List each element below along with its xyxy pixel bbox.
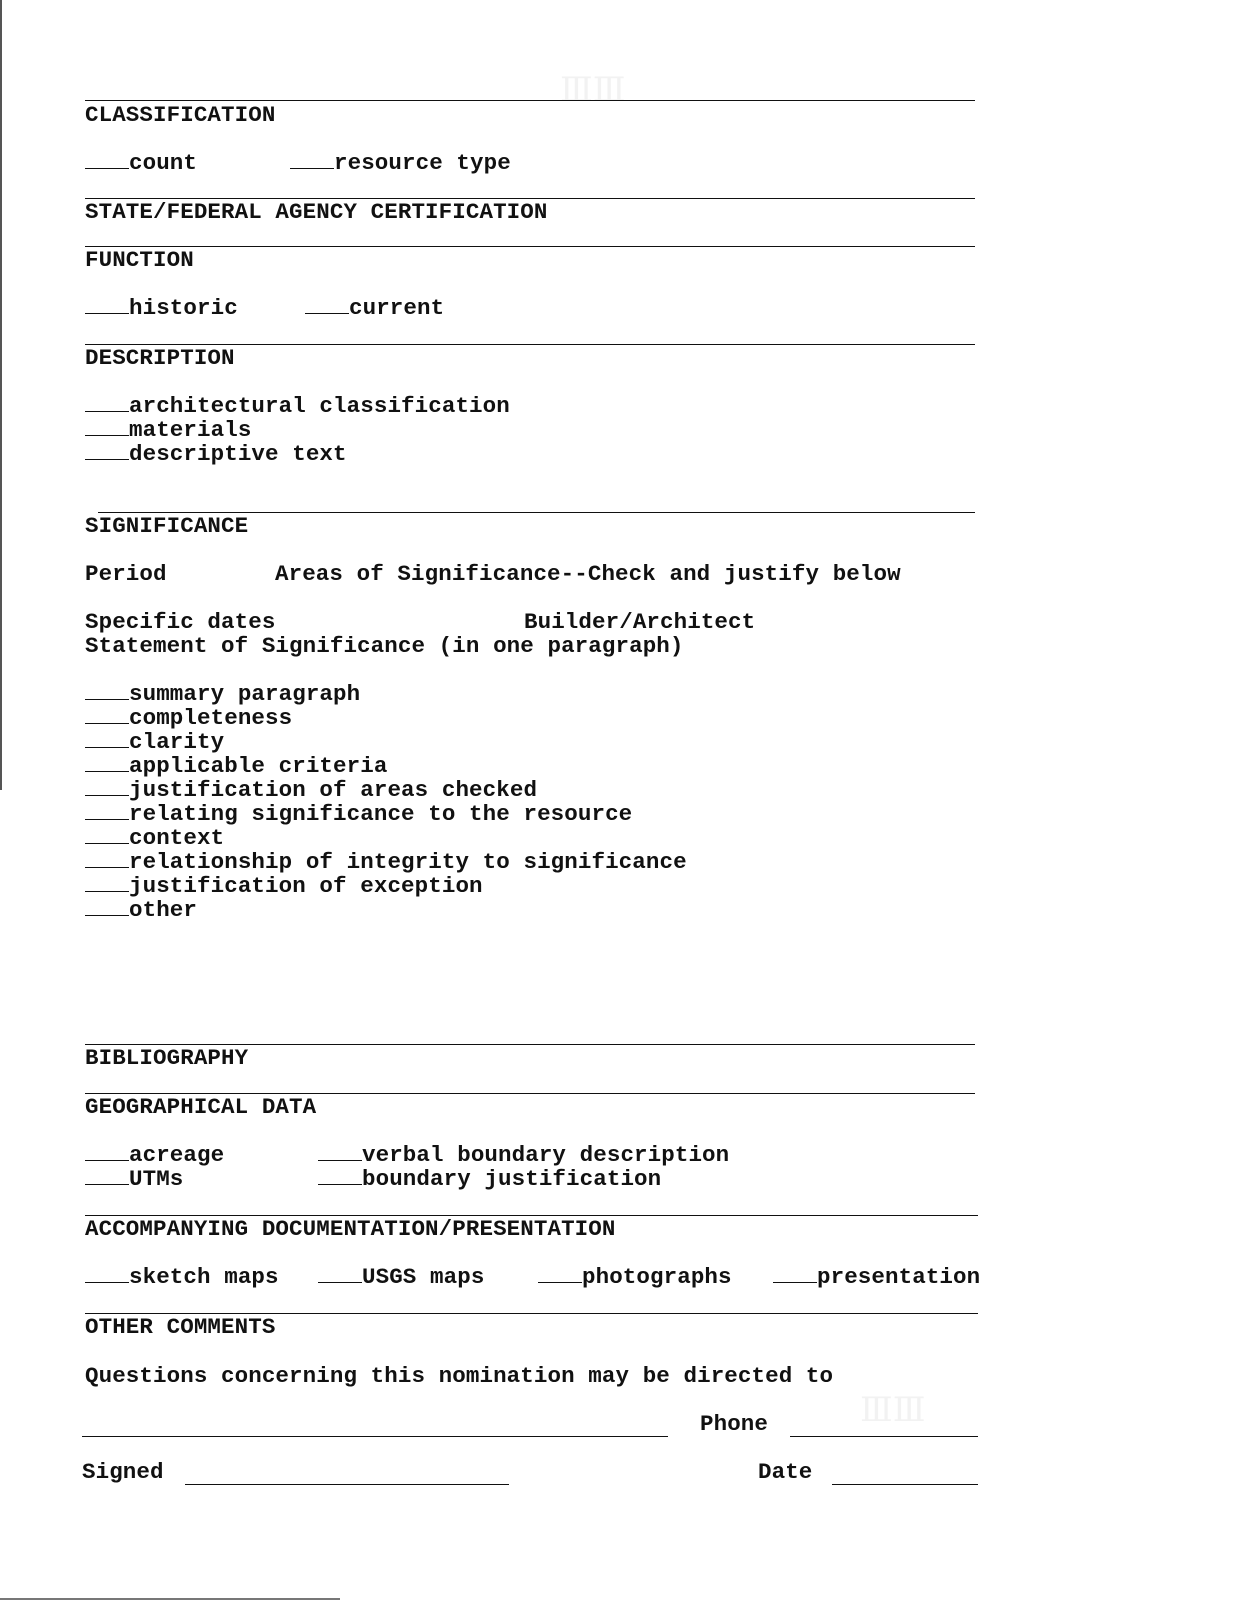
item-label: USGS maps — [362, 1264, 485, 1290]
item-label: architectural classification — [129, 393, 510, 419]
section-divider — [85, 100, 975, 101]
checklist-item[interactable] — [85, 151, 197, 175]
statement-label: Statement of Significance (in one paragraph) — [85, 633, 684, 659]
geographical-heading: GEOGRAPHICAL DATA — [85, 1094, 317, 1120]
item-label: other — [129, 897, 198, 923]
check-blank[interactable] — [85, 459, 129, 460]
contact-name-line[interactable] — [82, 1436, 668, 1437]
checklist-item[interactable] — [85, 442, 347, 466]
check-blank[interactable] — [85, 843, 129, 844]
item-historic-label: historic — [129, 295, 238, 321]
item-label: descriptive text — [129, 441, 347, 467]
checklist-item[interactable] — [290, 151, 511, 175]
check-blank[interactable] — [85, 867, 129, 868]
phone-line[interactable] — [790, 1436, 978, 1437]
checklist-item[interactable] — [85, 706, 292, 730]
date-line[interactable] — [832, 1484, 978, 1485]
check-blank[interactable] — [85, 411, 129, 412]
checklist-item[interactable] — [85, 1143, 224, 1167]
item-label: context — [129, 825, 225, 851]
check-blank[interactable] — [85, 795, 129, 796]
checklist-item[interactable] — [773, 1265, 980, 1289]
date-label: Date — [758, 1459, 813, 1485]
check-blank[interactable] — [85, 313, 129, 314]
bleed-through-mark: ⅢⅢ — [860, 1392, 926, 1429]
check-blank[interactable] — [318, 1282, 362, 1283]
item-current-label: current — [349, 295, 445, 321]
checklist-item[interactable] — [85, 826, 224, 850]
item-label: justification of areas checked — [129, 777, 538, 803]
check-blank[interactable] — [85, 747, 129, 748]
bleed-through-mark: ⅢⅢ — [560, 72, 626, 109]
checklist-item[interactable] — [318, 1265, 484, 1289]
check-blank[interactable] — [85, 435, 129, 436]
other-comments-heading: OTHER COMMENTS — [85, 1314, 276, 1340]
item-label: summary paragraph — [129, 681, 361, 707]
check-blank[interactable] — [85, 915, 129, 916]
section-divider — [85, 246, 975, 247]
checklist-item[interactable] — [85, 418, 251, 442]
contact-question: Questions concerning this nomination may be directed to — [85, 1363, 834, 1389]
item-label: UTMs — [129, 1166, 184, 1192]
check-blank[interactable] — [85, 819, 129, 820]
item-label: photographs — [582, 1264, 732, 1290]
check-blank[interactable] — [85, 723, 129, 724]
check-blank[interactable] — [85, 771, 129, 772]
checklist-item[interactable] — [85, 874, 483, 898]
bibliography-heading: BIBLIOGRAPHY — [85, 1045, 249, 1071]
scan-edge-left — [0, 0, 2, 790]
item-label: verbal boundary description — [362, 1142, 730, 1168]
check-blank[interactable] — [305, 313, 349, 314]
check-blank[interactable] — [85, 699, 129, 700]
checklist-item[interactable] — [538, 1265, 732, 1289]
checklist-item[interactable] — [85, 394, 510, 418]
item-resource-type-label: resource type — [334, 150, 511, 176]
item-label: clarity — [129, 729, 225, 755]
checklist-item[interactable] — [318, 1143, 729, 1167]
item-label: sketch maps — [129, 1264, 279, 1290]
areas-of-significance-label: Areas of Significance--Check and justify below — [275, 561, 901, 587]
checklist-item[interactable] — [85, 730, 224, 754]
builder-architect-label: Builder/Architect — [524, 609, 756, 635]
check-blank[interactable] — [318, 1160, 362, 1161]
item-label: acreage — [129, 1142, 225, 1168]
checklist-item[interactable] — [85, 850, 687, 874]
item-label: boundary justification — [362, 1166, 662, 1192]
checklist-item[interactable] — [85, 754, 387, 778]
item-label: applicable criteria — [129, 753, 388, 779]
check-blank[interactable] — [773, 1282, 817, 1283]
item-count-label: count — [129, 150, 198, 176]
checklist-item[interactable] — [318, 1167, 661, 1191]
check-blank[interactable] — [538, 1282, 582, 1283]
check-blank[interactable] — [85, 1160, 129, 1161]
documentation-heading: ACCOMPANYING DOCUMENTATION/PRESENTATION — [85, 1216, 616, 1242]
checklist-item[interactable] — [305, 296, 444, 320]
checklist-item[interactable] — [85, 1265, 279, 1289]
description-heading: DESCRIPTION — [85, 345, 235, 371]
check-blank[interactable] — [85, 1282, 129, 1283]
item-label: presentation — [817, 1264, 981, 1290]
checklist-item[interactable] — [85, 802, 632, 826]
significance-heading: SIGNIFICANCE — [85, 513, 249, 539]
checklist-item[interactable] — [85, 898, 197, 922]
checklist-item[interactable] — [85, 1167, 183, 1191]
item-label: justification of exception — [129, 873, 483, 899]
item-label: materials — [129, 417, 252, 443]
signature-line[interactable] — [185, 1484, 509, 1485]
phone-label: Phone — [700, 1411, 769, 1437]
checklist-item[interactable] — [85, 778, 537, 802]
check-blank[interactable] — [85, 891, 129, 892]
classification-heading: CLASSIFICATION — [85, 102, 276, 128]
function-heading: FUNCTION — [85, 247, 194, 273]
check-blank[interactable] — [318, 1184, 362, 1185]
certification-heading: STATE/FEDERAL AGENCY CERTIFICATION — [85, 199, 548, 225]
check-blank[interactable] — [85, 168, 129, 169]
item-label: completeness — [129, 705, 293, 731]
checklist-item[interactable] — [85, 296, 238, 320]
check-blank[interactable] — [85, 1184, 129, 1185]
item-label: relating significance to the resource — [129, 801, 633, 827]
period-label: Period — [85, 561, 167, 587]
checklist-item[interactable] — [85, 682, 360, 706]
specific-dates-label: Specific dates — [85, 609, 276, 635]
check-blank[interactable] — [290, 168, 334, 169]
signed-label: Signed — [82, 1459, 164, 1485]
item-label: relationship of integrity to significance — [129, 849, 687, 875]
